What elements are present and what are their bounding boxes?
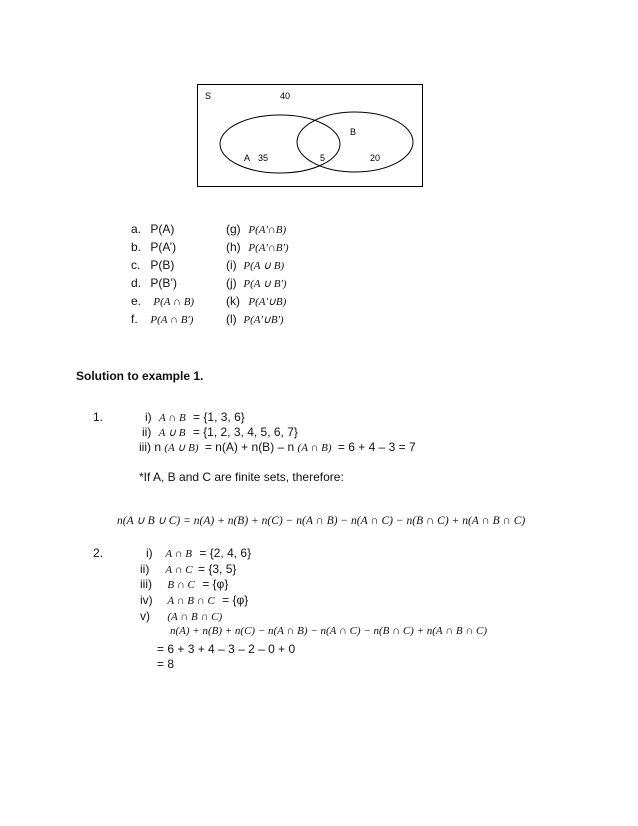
question-g: [226, 222, 286, 236]
solution-1-part-ii: [142, 425, 298, 439]
solution-2-calculation: = 6 + 3 + 4 – 3 – 2 – 0 + 0: [157, 642, 296, 656]
part-result: = {1, 3, 6}: [193, 410, 245, 424]
question-letter: f.: [131, 312, 138, 326]
part-result: = {2, 4, 6}: [199, 546, 252, 560]
question-letter: (k): [226, 294, 240, 308]
solution-2-part-iv: [140, 593, 248, 607]
part-label: iii) n: [139, 440, 162, 454]
part-expr: (A ∪ B): [164, 442, 199, 454]
question-letter: (i): [226, 258, 237, 272]
venn-diagram: [197, 84, 423, 187]
solution-2-formula: n(A) + n(B) + n(C) − n(A ∩ B) − n(A ∩ C) − n(B ∩ C) + n(A ∩ B ∩ C): [170, 625, 488, 637]
question-j: [226, 276, 287, 290]
question-letter: (g): [226, 222, 241, 236]
solution-heading: Solution to example 1.: [76, 369, 204, 383]
solution-1-number: 1.: [93, 410, 104, 424]
part-expr: (A ∩ B ∩ C): [167, 611, 223, 623]
question-expr: P(A ∩ B): [153, 296, 195, 308]
question-letter: e.: [131, 294, 142, 308]
b-only-count: 20: [370, 153, 381, 163]
question-letter: c.: [131, 258, 141, 272]
solution-2-part-i: [146, 546, 251, 560]
part-result: = {1, 2, 3, 4, 5, 6, 7}: [192, 425, 298, 439]
inclusion-exclusion-formula: n(A ∪ B ∪ C) = n(A) + n(B) + n(C) − n(A ∩ B) − n(A ∩ C) − n(B ∩ C) + n(A ∩ B ∩ C): [117, 515, 526, 527]
part-middle: = n(A) + n(B) – n: [204, 440, 295, 454]
solution-2-result: = 8: [157, 657, 175, 671]
question-expr: P(A'∪B'): [243, 314, 284, 326]
a-only-count: 35: [258, 153, 269, 163]
question-expr: P(A’): [150, 240, 177, 254]
part-result: = {3, 5}: [198, 562, 237, 576]
solution-2-part-v: [140, 609, 222, 623]
question-expr: P(A'∪B): [248, 296, 287, 308]
question-h: [226, 240, 288, 254]
question-letter: (l): [226, 312, 237, 326]
question-b: [131, 240, 176, 254]
part-label: i): [145, 410, 152, 424]
question-expr: P(A ∪ B'): [243, 278, 287, 290]
question-a: [131, 222, 174, 236]
part-expr: B ∩ C: [167, 579, 195, 591]
part-result: = {φ}: [202, 577, 229, 591]
question-e: [131, 294, 194, 308]
intersection-count: 5: [320, 153, 326, 163]
part-expr: A ∩ C: [165, 564, 193, 576]
part-label: v): [140, 609, 150, 623]
part-expr: (A ∩ B): [297, 442, 332, 454]
question-c: [131, 258, 174, 272]
set-b-ellipse: [297, 112, 413, 172]
solution-1-note: *If A, B and C are finite sets, therefore:: [139, 470, 344, 484]
solution-2-part-ii: [140, 562, 236, 576]
s-label: S: [205, 91, 212, 101]
question-expr: P(A ∪ B): [243, 260, 285, 272]
solution-2-number: 2.: [93, 546, 104, 560]
question-letter: d.: [131, 276, 142, 290]
part-label: ii): [140, 562, 150, 576]
question-k: [226, 294, 286, 308]
question-expr: P(A): [150, 222, 175, 236]
part-label: iii): [140, 577, 152, 591]
part-expr: A ∩ B: [165, 548, 193, 560]
question-letter: a.: [131, 222, 142, 236]
a-label: A: [244, 153, 251, 163]
part-label: iv): [140, 593, 153, 607]
sample-space-box: [198, 85, 423, 187]
question-letter: (j): [226, 276, 237, 290]
set-a-ellipse: [220, 115, 340, 173]
question-expr: P(B’): [150, 276, 178, 290]
solution-1-part-i: [145, 410, 245, 424]
question-expr: P(B): [150, 258, 175, 272]
question-expr: P(A ∩ B'): [150, 314, 194, 326]
question-f: [131, 312, 193, 326]
solution-1-part-iii: [139, 440, 416, 454]
part-label: ii): [142, 425, 152, 439]
part-label: i): [146, 546, 153, 560]
question-letter: b.: [131, 240, 142, 254]
question-letter: (h): [226, 240, 241, 254]
question-l: [226, 312, 284, 326]
b-label: B: [350, 127, 357, 137]
part-expr: A ∩ B: [159, 412, 186, 424]
s-outside-count: 40: [280, 91, 291, 101]
part-expr: A ∩ B ∩ C: [167, 595, 215, 607]
question-i: [226, 258, 284, 272]
question-d: [131, 276, 177, 290]
part-result: = {φ}: [222, 593, 249, 607]
question-expr: P(A'∩B'): [248, 242, 289, 254]
question-expr: P(A'∩B): [248, 224, 287, 236]
part-expr: A ∪ B: [158, 427, 186, 439]
solution-2-part-iii: [140, 577, 228, 591]
part-result: = 6 + 4 – 3 = 7: [337, 440, 416, 454]
